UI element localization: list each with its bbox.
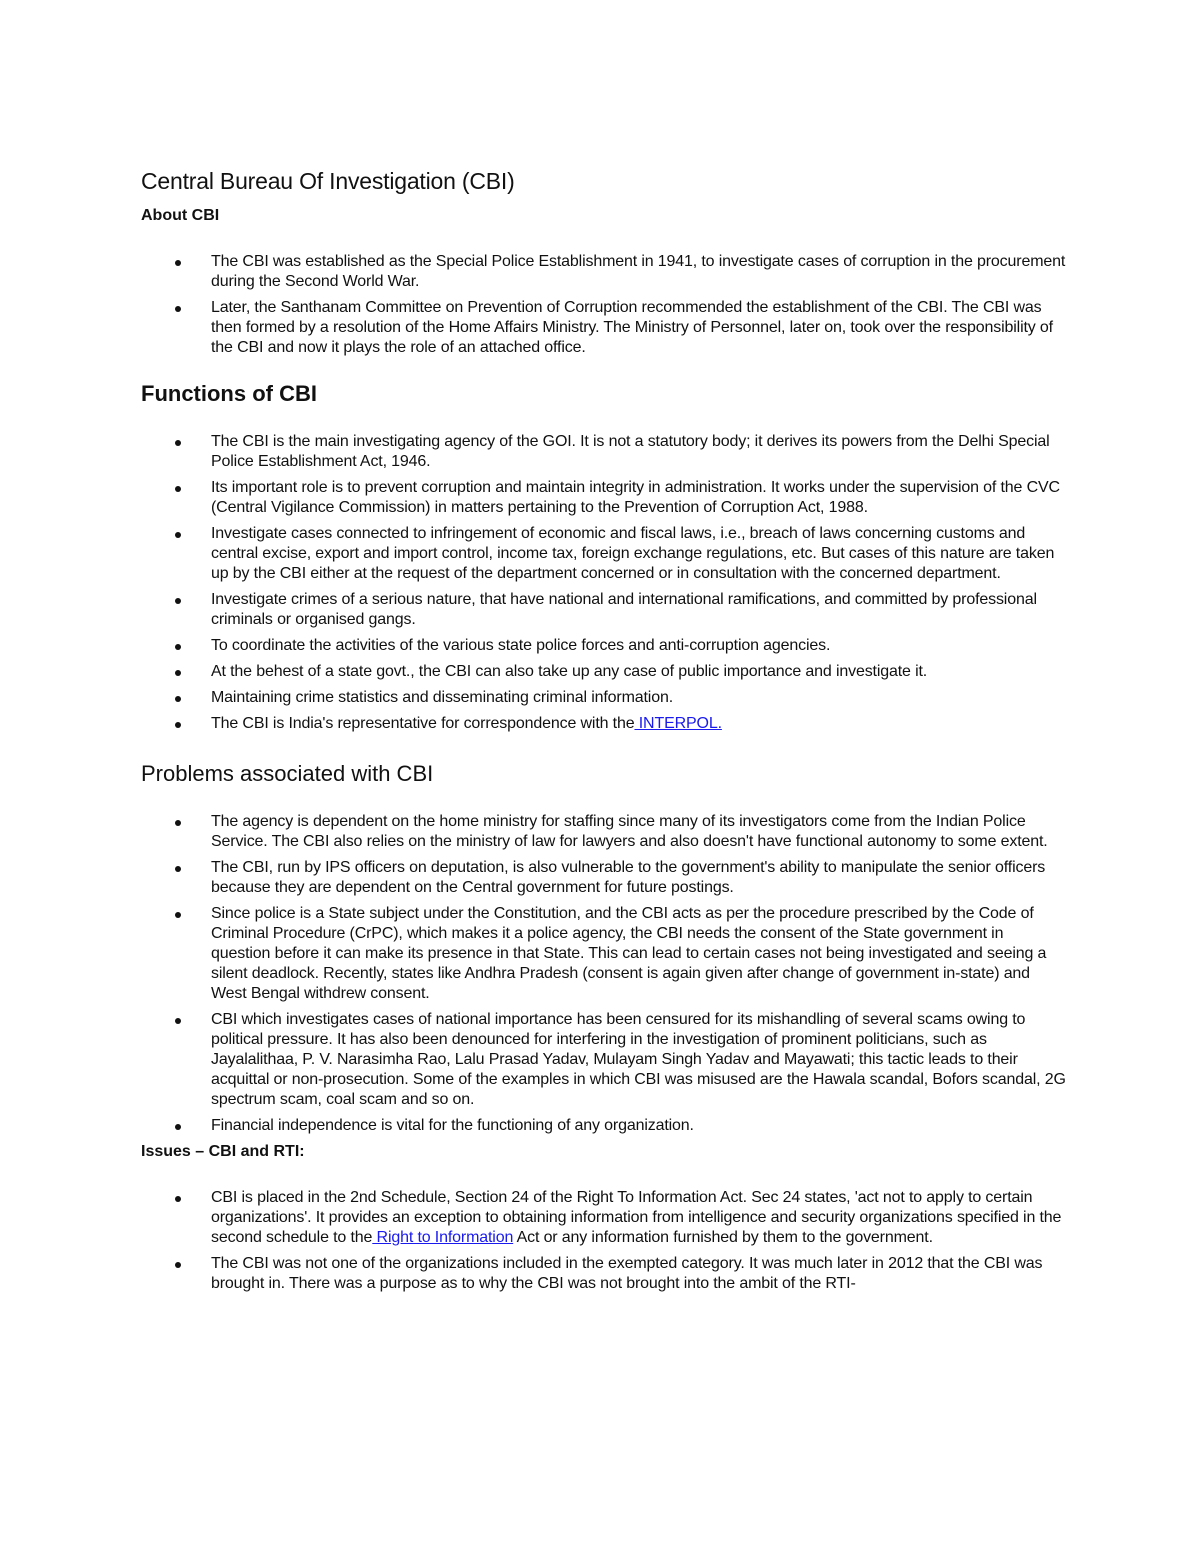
bullet-icon — [175, 440, 181, 446]
about-heading: About CBI — [141, 207, 220, 224]
list-item: CBI which investigates cases of national importance has been censured for its mishandling of several scams owing to political pressure. It has also been denounced for interfering in the investigation of prominent politicians, such as Jayalalithaa, P. V. Narasimha Rao, Lalu Prasad Yadav, Mulayam Singh Yadav and Mayawati; this tactic leads to their acquittal or non-prosecution. Some of the examples in which CBI was misused are the Hawala scandal, Bofors scandal, 2G spectrum scam, coal scam and so on. — [141, 1010, 1066, 1110]
list-item: The CBI, run by IPS officers on deputation, is also vulnerable to the government's ability to manipulate the senior officers because they are dependent on the Central government for future postings. — [141, 858, 1066, 898]
bullet-icon — [175, 1124, 181, 1130]
list-item: Later, the Santhanam Committee on Prevention of Corruption recommended the establishment of the CBI. The CBI was then formed by a resolution of the Home Affairs Ministry. The Ministry of Personnel, later on, took over the responsibility of the CBI and now it plays the role of an attached office. — [141, 298, 1066, 358]
problems-list — [141, 812, 1066, 1136]
right-to-information-link[interactable]: Right to Information — [372, 1229, 514, 1246]
list-item: The CBI is India's representative for correspondence with the INTERPOL. — [141, 714, 1066, 734]
list-item: At the behest of a state govt., the CBI can also take up any case of public importance and investigate it. — [141, 662, 1066, 682]
problems-heading: Problems associated with CBI — [141, 761, 434, 786]
bullet-icon — [175, 644, 181, 650]
bullet-icon — [175, 486, 181, 492]
list-item: The CBI was not one of the organizations included in the exempted category. It was much later in 2012 that the CBI was brought in. There was a purpose as to why the CBI was not brought into the ambit of the RTI- — [141, 1254, 1066, 1294]
list-item: To coordinate the activities of the various state police forces and anti-corruption agencies. — [141, 636, 1066, 656]
list-item: Maintaining crime statistics and disseminating criminal information. — [141, 688, 1066, 708]
list-item: The CBI is the main investigating agency of the GOI. It is not a statutory body; it derives its powers from the Delhi Special Police Establishment Act, 1946. — [141, 432, 1066, 472]
bullet-icon — [175, 912, 181, 918]
bullet-icon — [175, 306, 181, 312]
rti-list — [141, 1188, 1066, 1294]
bullet-icon — [175, 670, 181, 676]
about-list — [141, 252, 1066, 358]
page-title: Central Bureau Of Investigation (CBI) — [141, 168, 515, 194]
bullet-icon — [175, 1196, 181, 1202]
list-item: CBI is placed in the 2nd Schedule, Section 24 of the Right To Information Act. Sec 24 states, 'act not to apply to certain organizations'. It provides an exception to obtaining information from intelligence and security organizations specified in the second schedule to the Right to Information Act or any information furnished by them to the government. — [141, 1188, 1066, 1248]
bullet-icon — [175, 722, 181, 728]
rti-heading: Issues – CBI and RTI: — [141, 1143, 305, 1160]
list-item: Investigate crimes of a serious nature, that have national and international ramifications, and committed by professional criminals or organised gangs. — [141, 590, 1066, 630]
functions-heading: Functions of CBI — [141, 381, 317, 406]
list-item: Its important role is to prevent corruption and maintain integrity in administration. It works under the supervision of the CVC (Central Vigilance Commission) in matters pertaining to the Prevention of Corruption Act, 1988. — [141, 478, 1066, 518]
list-item: Financial independence is vital for the functioning of any organization. — [141, 1116, 1066, 1136]
bullet-icon — [175, 532, 181, 538]
bullet-icon — [175, 1018, 181, 1024]
bullet-icon — [175, 1262, 181, 1268]
bullet-icon — [175, 866, 181, 872]
bullet-icon — [175, 820, 181, 826]
functions-list — [141, 432, 1066, 734]
bullet-icon — [175, 696, 181, 702]
list-item: Investigate cases connected to infringement of economic and fiscal laws, i.e., breach of laws concerning customs and central excise, export and import control, income tax, foreign exchange regulations, etc. But cases of this nature are taken up by the CBI either at the request of the department concerned or in consultation with the concerned department. — [141, 524, 1066, 584]
document-page — [141, 166, 1066, 1300]
bullet-icon — [175, 260, 181, 266]
interpol-link[interactable]: INTERPOL. — [634, 715, 722, 732]
list-item: The agency is dependent on the home ministry for staffing since many of its investigators come from the Indian Police Service. The CBI also relies on the ministry of law for lawyers and also doesn't have functional autonomy to some extent. — [141, 812, 1066, 852]
list-item: The CBI was established as the Special Police Establishment in 1941, to investigate cases of corruption in the procurement during the Second World War. — [141, 252, 1066, 292]
list-item: Since police is a State subject under the Constitution, and the CBI acts as per the procedure prescribed by the Code of Criminal Procedure (CrPC), which makes it a police agency, the CBI needs the consent of the State government in question before it can make its presence in that State. This can lead to certain cases not being investigated and seeing a silent deadlock. Recently, states like Andhra Pradesh (consent is again given after change of government in-state) and West Bengal withdrew consent. — [141, 904, 1066, 1004]
bullet-icon — [175, 598, 181, 604]
